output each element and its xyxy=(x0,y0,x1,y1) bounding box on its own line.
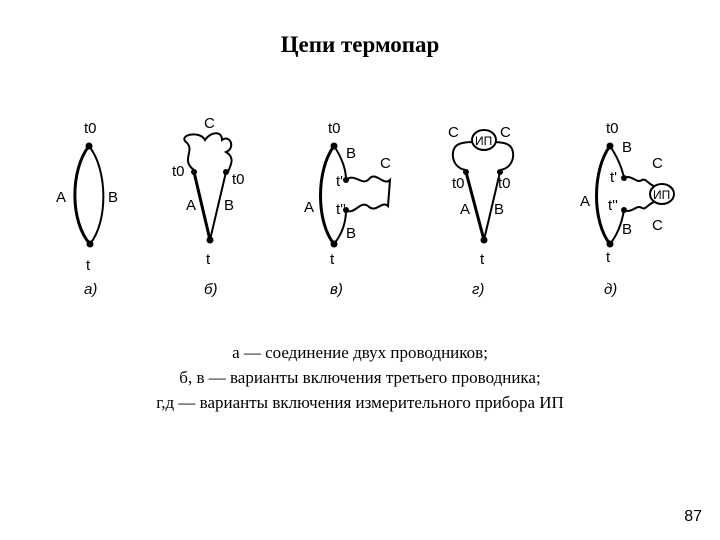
label-t: t xyxy=(480,251,485,268)
conductor-b-right xyxy=(89,146,103,244)
caption-line-2: б, в — варианты включения третьего проводника; xyxy=(179,368,541,387)
junction-dot xyxy=(86,143,93,150)
conductor-c-wavy xyxy=(184,133,231,172)
circuit-a xyxy=(56,120,118,298)
conductor-a-left xyxy=(321,146,335,244)
junction-dot xyxy=(621,175,627,181)
wire-right xyxy=(492,142,513,170)
label-ip: ИП xyxy=(475,134,493,148)
label-a: A xyxy=(186,197,197,214)
label-t0-left: t0 xyxy=(452,175,465,192)
label-t0-left: t0 xyxy=(172,163,185,180)
circuit-d xyxy=(580,120,674,298)
junction-dot xyxy=(621,207,627,213)
page-number: 87 xyxy=(684,508,702,525)
caption-line-3: г,д — варианты включения измерительного прибора ИП xyxy=(156,393,564,412)
panel-label-a: а) xyxy=(84,281,98,298)
circuit-b xyxy=(172,115,245,298)
panel-label-v: в) xyxy=(330,281,343,298)
label-b-upper: B xyxy=(622,139,633,156)
wire-upper xyxy=(624,177,654,186)
label-t: t xyxy=(206,251,211,268)
label-t-double-prime: t'' xyxy=(608,197,618,214)
junction-dot xyxy=(331,143,338,150)
label-a: A xyxy=(580,193,591,210)
junction-dot xyxy=(481,237,488,244)
label-b: B xyxy=(224,197,235,214)
label-c-left: C xyxy=(448,124,459,141)
label-t: t xyxy=(330,251,335,268)
label-b-lower: B xyxy=(346,225,357,242)
junction-dot xyxy=(191,169,197,175)
junction-dot xyxy=(87,241,94,248)
wire-left xyxy=(453,142,476,170)
junction-dot xyxy=(607,143,614,150)
label-t0: t0 xyxy=(606,120,619,137)
label-t0-right: t0 xyxy=(498,175,511,192)
label-t0: t0 xyxy=(84,120,97,137)
label-t-prime: t' xyxy=(336,173,344,190)
caption-line-1: а — соединение двух проводников; xyxy=(232,343,488,362)
label-t: t xyxy=(86,257,91,274)
page-title: Цепи термопар xyxy=(280,32,440,57)
label-t-double-prime: t'' xyxy=(336,201,346,218)
junction-dot xyxy=(223,169,229,175)
label-b: B xyxy=(494,201,505,218)
label-a: A xyxy=(304,199,315,216)
junction-dot xyxy=(207,237,214,244)
junction-dot xyxy=(331,241,338,248)
label-b-lower: B xyxy=(622,221,633,238)
junction-dot xyxy=(343,177,349,183)
label-t0-right: t0 xyxy=(232,171,245,188)
label-c: C xyxy=(204,115,215,132)
conductor-a-left xyxy=(597,146,611,244)
circuit-v xyxy=(304,120,391,298)
label-b: B xyxy=(108,189,119,206)
label-c-lower: C xyxy=(652,217,663,234)
conductor-a-left xyxy=(75,146,90,244)
label-b-upper: B xyxy=(346,145,357,162)
panel-label-b: б) xyxy=(204,281,218,298)
label-t0: t0 xyxy=(328,120,341,137)
wire-lower xyxy=(624,202,654,211)
junction-dot xyxy=(607,241,614,248)
label-c-upper: C xyxy=(652,155,663,172)
label-c-right: C xyxy=(500,124,511,141)
conductor-a xyxy=(194,172,210,240)
panel-label-d: д) xyxy=(604,281,618,298)
label-a: A xyxy=(56,189,67,206)
circuit-g xyxy=(448,124,513,298)
label-t-prime: t' xyxy=(610,169,618,186)
conductor-c-wavy xyxy=(346,176,390,211)
label-ip: ИП xyxy=(653,188,671,202)
label-t: t xyxy=(606,249,611,266)
label-a: A xyxy=(460,201,471,218)
label-c: C xyxy=(380,155,391,172)
figure-caption xyxy=(0,340,720,415)
panel-label-g: г) xyxy=(472,281,485,298)
